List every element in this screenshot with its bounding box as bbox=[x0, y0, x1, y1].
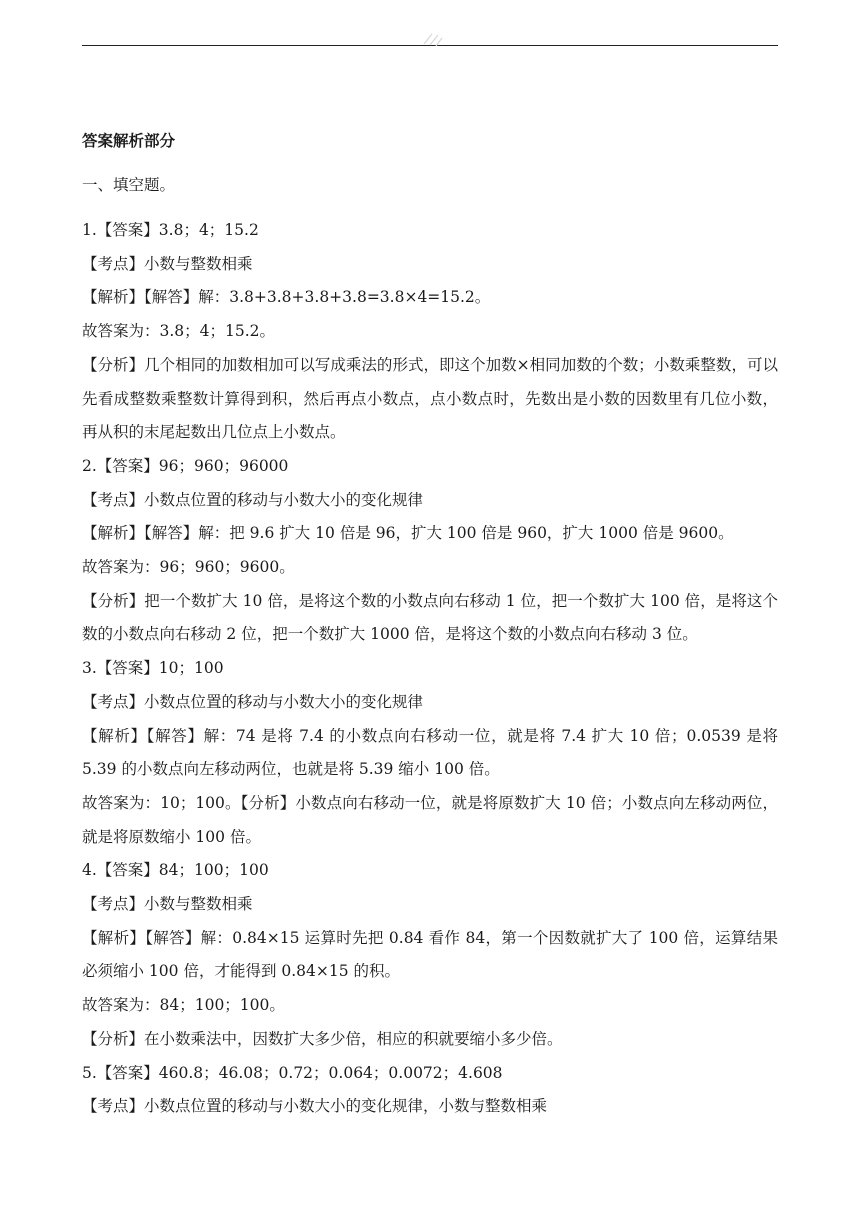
final-answer-line: 故答案为：3.8；4；15.2。 bbox=[82, 322, 276, 341]
section-title: 答案解析部分 bbox=[82, 131, 176, 150]
analysis-paragraph: 【分析】几个相同的加数相加可以写成乘法的形式，即这个加数×相同加数的个数；小数乘整数，可以先看成整数乘整数计算得到积，然后再点小数点，点小数点时，先数出是小数的因数里有几位小数，再从积的末尾起数出几位点上小数点。 bbox=[82, 355, 778, 442]
topic-line: 【考点】小数与整数相乘 bbox=[82, 895, 253, 914]
final-answer-line: 故答案为：96；960；9600。 bbox=[82, 558, 295, 577]
watermark-mark bbox=[420, 30, 446, 48]
analysis-line: 【分析】在小数乘法中，因数扩大多少倍，相应的积就要缩小多少倍。 bbox=[82, 1029, 563, 1048]
solution-paragraph: 【解析】【解答】解：74 是将 7.4 的小数点向右移动一位，就是将 7.4 扩大 10 倍；0.0539 是将 5.39 的小数点向左移动两位，也就是将 5.39 缩小 100 倍。 bbox=[82, 726, 778, 779]
solution-line: 【解析】【解答】解：3.8+3.8+3.8+3.8=3.8×4=15.2。 bbox=[82, 288, 491, 307]
analysis-paragraph: 【分析】把一个数扩大 10 倍，是将这个数的小数点向右移动 1 位，把一个数扩大 100 倍，是将这个数的小数点向右移动 2 位，把一个数扩大 1000 倍，是将这个数的小数点向右移动 3 位。 bbox=[82, 591, 779, 644]
answer-line: 1.【答案】3.8；4；15.2 bbox=[82, 221, 259, 239]
part-title: 一、填空题。 bbox=[82, 176, 176, 194]
answer-line: 3.【答案】10；100 bbox=[82, 659, 224, 678]
topic-line: 【考点】小数与整数相乘 bbox=[82, 254, 253, 273]
answer-line: 4.【答案】84；100；100 bbox=[82, 861, 269, 880]
topic-line: 【考点】小数点位置的移动与小数大小的变化规律，小数与整数相乘 bbox=[82, 1097, 548, 1116]
final-answer-line: 故答案为：84；100；100。 bbox=[82, 996, 285, 1015]
solution-line: 【解析】【解答】解：把 9.6 扩大 10 倍是 96，扩大 100 倍是 960，扩大 1000 倍是 9600。 bbox=[82, 524, 734, 543]
document-body bbox=[82, 128, 778, 1124]
final-answer-analysis-paragraph: 故答案为：10；100。【分析】小数点向右移动一位，就是将原数扩大 10 倍；小数点向左移动两位，就是将原数缩小 100 倍。 bbox=[82, 793, 778, 846]
answer-line: 2.【答案】96；960；96000 bbox=[82, 456, 289, 475]
topic-line: 【考点】小数点位置的移动与小数大小的变化规律 bbox=[82, 490, 424, 509]
solution-paragraph: 【解析】【解答】解：0.84×15 运算时先把 0.84 看作 84，第一个因数就扩大了 100 倍，运算结果必须缩小 100 倍，才能得到 0.84×15 的积。 bbox=[82, 928, 778, 981]
topic-line: 【考点】小数点位置的移动与小数大小的变化规律 bbox=[82, 692, 424, 711]
answer-line: 5.【答案】460.8；46.08；0.72；0.064；0.0072；4.608 bbox=[82, 1063, 503, 1082]
